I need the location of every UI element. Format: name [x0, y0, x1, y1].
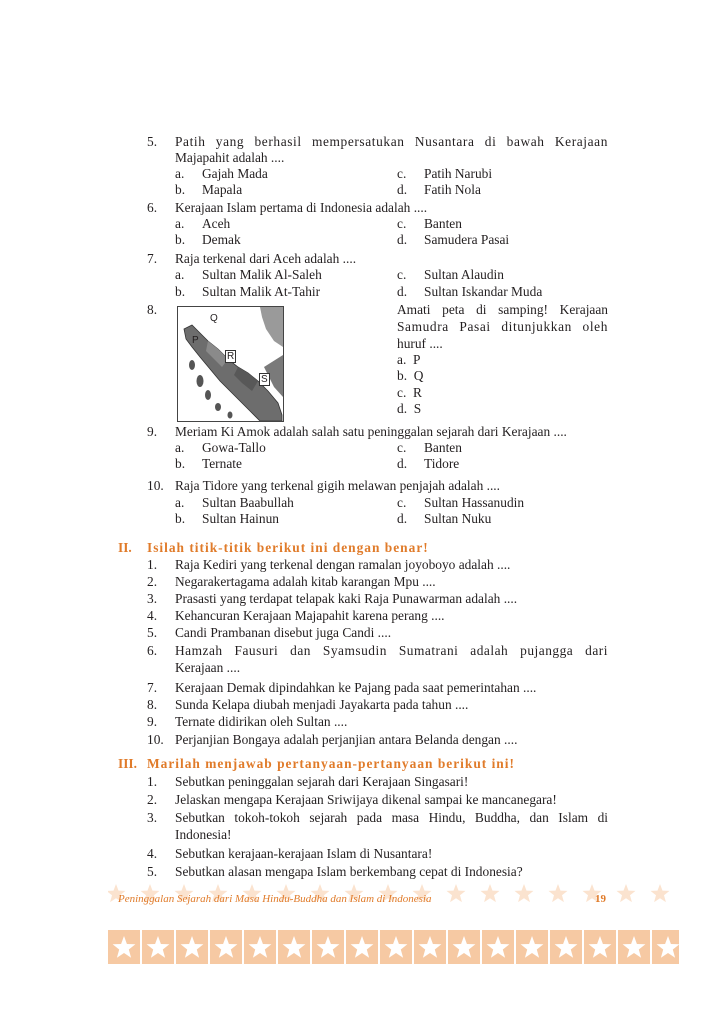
- section-3-title: Marilah menjawab pertanyaan-pertanyaan berikut ini!: [147, 756, 515, 771]
- question-6-number: 6.: [147, 200, 158, 215]
- band-star: [447, 884, 466, 902]
- option-c: Sultan Hassanudin: [424, 495, 525, 510]
- option-b: Mapala: [202, 182, 243, 197]
- fill-item-number: 2.: [147, 574, 158, 589]
- essay-item-number: 5.: [147, 864, 158, 879]
- option-a: Gajah Mada: [202, 166, 268, 181]
- essay-item: Sebutkan kerajaan-kerajaan Islam di Nusantara!: [175, 846, 433, 861]
- option-b-letter: b.: [175, 456, 186, 471]
- fill-item-cont: Kerajaan ....: [175, 660, 241, 675]
- option-c: c. R: [397, 385, 422, 400]
- option-b: Sultan Malik At-Tahir: [202, 284, 321, 299]
- fill-item-number: 3.: [147, 591, 158, 606]
- option-b-letter: b.: [175, 232, 186, 247]
- fill-item: Ternate didirikan oleh Sultan ....: [175, 714, 348, 729]
- option-c: Banten: [424, 216, 462, 231]
- question-9-text: Meriam Ki Amok adalah salah satu peninggalan sejarah dari Kerajaan ....: [175, 424, 567, 439]
- sumatra-map: [177, 306, 284, 422]
- fill-item-number: 8.: [147, 697, 158, 712]
- question-7-text: Raja terkenal dari Aceh adalah ....: [175, 251, 357, 266]
- question-5-text: Patih yang berhasil mempersatukan Nusantara di bawah Kerajaan: [175, 134, 608, 149]
- option-a: Sultan Malik Al-Saleh: [202, 267, 322, 282]
- option-b-letter: b.: [175, 182, 186, 197]
- option-d-letter: d.: [397, 284, 408, 299]
- fill-item-number: 6.: [147, 643, 158, 658]
- question-8-number: 8.: [147, 302, 158, 317]
- option-d-letter: d.: [397, 511, 408, 526]
- option-c: Sultan Alaudin: [424, 267, 504, 282]
- option-a: Aceh: [202, 216, 231, 231]
- option-d: Tidore: [424, 456, 460, 471]
- question-10-text: Raja Tidore yang terkenal gigih melawan penjajah adalah ....: [175, 478, 500, 493]
- essay-item-number: 3.: [147, 810, 158, 825]
- question-9-number: 9.: [147, 424, 158, 439]
- question-6-text: Kerajaan Islam pertama di Indonesia adalah ....: [175, 200, 428, 215]
- fill-item: Raja Kediri yang terkenal dengan ramalan joyoboyo adalah ....: [175, 557, 511, 572]
- fill-item: Sunda Kelapa diubah menjadi Jayakarta pada tahun ....: [175, 697, 469, 712]
- option-c: Banten: [424, 440, 462, 455]
- option-d: Sultan Iskandar Muda: [424, 284, 543, 299]
- fill-item: Perjanjian Bongaya adalah perjanjian antara Belanda dengan ....: [175, 732, 518, 747]
- question-8-text-end: huruf ....: [397, 336, 443, 351]
- question-5-number: 5.: [147, 134, 158, 149]
- fill-item: Prasasti yang terdapat telapak kaki Raja Punawarman adalah ....: [175, 591, 518, 606]
- question-8-text: Amati peta di samping! Kerajaan: [397, 302, 608, 317]
- option-a-letter: a.: [175, 166, 185, 181]
- option-d-letter: d.: [397, 182, 408, 197]
- essay-item-number: 2.: [147, 792, 158, 807]
- option-c: Patih Narubi: [424, 166, 493, 181]
- footer-title: Peninggalan Sejarah dari Masa Hindu-Buddha dan Islam di Indonesia: [118, 893, 432, 905]
- essay-item: Sebutkan alasan mengapa Islam berkembang cepat di Indonesia?: [175, 864, 523, 879]
- map-label-q: Q: [210, 313, 218, 324]
- map-label-s: S: [261, 374, 268, 385]
- section-3-roman: III.: [118, 756, 137, 771]
- fill-item: Hamzah Fausuri dan Syamsudin Sumatrani adalah pujangga dari: [175, 643, 608, 658]
- essay-item-number: 4.: [147, 846, 158, 861]
- option-c-letter: c.: [397, 267, 407, 282]
- essay-item: Sebutkan tokoh-tokoh sejarah pada masa Hindu, Buddha, dan Islam di: [175, 810, 608, 825]
- option-c-letter: c.: [397, 166, 407, 181]
- map-label-p: P: [192, 335, 199, 346]
- question-10-number: 10.: [147, 478, 164, 493]
- question-8-text-cont: Samudra Pasai ditunjukkan oleh: [397, 319, 608, 334]
- question-5-text-cont: Majapahit adalah ....: [175, 150, 285, 165]
- option-d: Sultan Nuku: [424, 511, 492, 526]
- option-a: Gowa-Tallo: [202, 440, 266, 455]
- option-a-letter: a.: [175, 216, 185, 231]
- option-c-letter: c.: [397, 440, 407, 455]
- option-b: Demak: [202, 232, 241, 247]
- option-d-letter: d.: [397, 232, 408, 247]
- fill-item-number: 7.: [147, 680, 158, 695]
- band-star: [481, 884, 500, 902]
- section-2-roman: II.: [118, 540, 132, 555]
- option-d: d. S: [397, 401, 422, 416]
- option-a-letter: a.: [175, 440, 185, 455]
- sumatra-map-drawing: [178, 307, 283, 421]
- fill-item-number: 10.: [147, 732, 164, 747]
- option-a-letter: a.: [175, 495, 185, 510]
- option-b: Sultan Hainun: [202, 511, 279, 526]
- option-d: Fatih Nola: [424, 182, 481, 197]
- option-b-letter: b.: [175, 511, 186, 526]
- option-b: Ternate: [202, 456, 242, 471]
- band-star: [515, 884, 534, 902]
- map-label-r: R: [227, 351, 235, 362]
- option-b-letter: b.: [175, 284, 186, 299]
- option-c-letter: c.: [397, 495, 407, 510]
- fill-item-number: 5.: [147, 625, 158, 640]
- option-a: Sultan Baabullah: [202, 495, 294, 510]
- section-2-title: Isilah titik-titik berikut ini dengan benar!: [147, 540, 429, 555]
- option-a-letter: a.: [175, 267, 185, 282]
- fill-item: Candi Prambanan disebut juga Candi ....: [175, 625, 392, 640]
- band-star: [617, 884, 636, 902]
- page-number: 19: [595, 893, 606, 905]
- band-star: [549, 884, 568, 902]
- option-d-letter: d.: [397, 456, 408, 471]
- fill-item-number: 1.: [147, 557, 158, 572]
- option-c-letter: c.: [397, 216, 407, 231]
- essay-item: Jelaskan mengapa Kerajaan Sriwijaya dikenal sampai ke mancanegara!: [175, 792, 557, 807]
- fill-item: Kerajaan Demak dipindahkan ke Pajang pada saat pemerintahan ....: [175, 680, 537, 695]
- essay-item: Sebutkan peninggalan sejarah dari Kerajaan Singasari!: [175, 774, 469, 789]
- option-d: Samudera Pasai: [424, 232, 510, 247]
- question-7-number: 7.: [147, 251, 158, 266]
- essay-item-number: 1.: [147, 774, 158, 789]
- fill-item: Negarakertagama adalah kitab karangan Mpu ....: [175, 574, 436, 589]
- option-a: a. P: [397, 352, 421, 367]
- fill-item: Kehancuran Kerajaan Majapahit karena perang ....: [175, 608, 445, 623]
- fill-item-number: 4.: [147, 608, 158, 623]
- essay-item-cont: Indonesia!: [175, 827, 232, 842]
- option-b: b. Q: [397, 368, 424, 383]
- fill-item-number: 9.: [147, 714, 158, 729]
- band-star: [651, 884, 670, 902]
